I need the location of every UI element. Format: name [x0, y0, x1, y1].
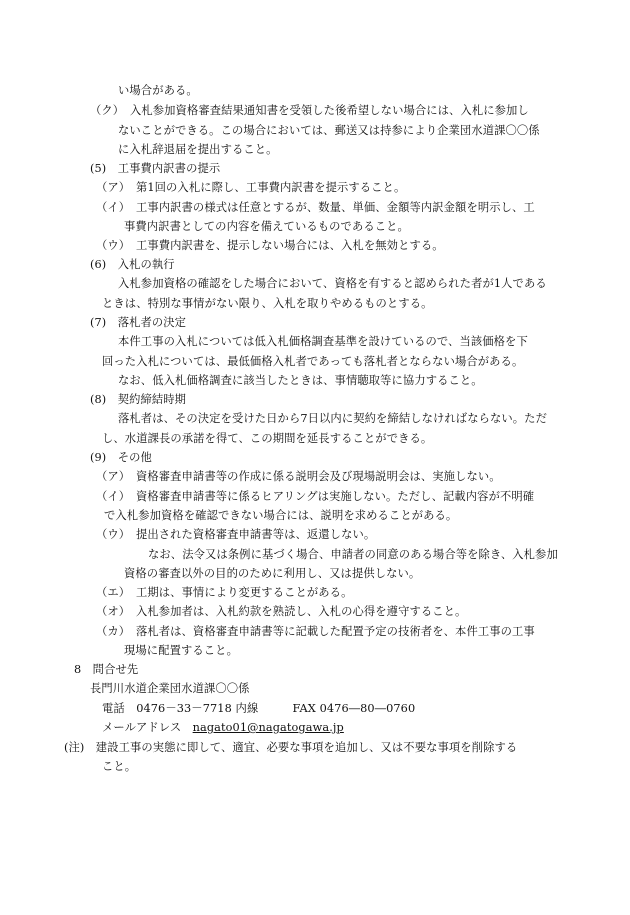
- section-heading: 8 問合せ先: [74, 663, 139, 676]
- text-line: 事費内訳書としての内容を備えているものであること。: [124, 220, 409, 233]
- text-line: （ア） 第1回の入札に際し、工事費内訳書を提示すること。: [96, 181, 406, 194]
- section-heading: (9) その他: [90, 451, 152, 464]
- text-line: （ク） 入札参加資格審査結果通知書を受領した後希望しない場合には、入札に参加し: [90, 104, 529, 117]
- text-line: （イ） 工事内訳書の様式は任意とするが、数量、単価、金額等内訳金額を明示し、工: [96, 201, 535, 214]
- contact-email-row: [102, 720, 344, 735]
- section-heading: (7) 落札者の決定: [90, 316, 187, 329]
- email-link[interactable]: nagato01@nagatogawa.jp: [192, 721, 344, 734]
- section-heading: (5) 工事費内訳書の提示: [90, 162, 221, 175]
- note-line: (注) 建設工事の実態に即して、適宜、必要な事項を追加し、又は不要な事項を削除する: [64, 741, 518, 754]
- text-line: なお、法令又は条例に基づく場合、申請者の同意のある場合等を除き、入札参加: [148, 548, 558, 561]
- text-line: 回った入札については、最低価格入札者であっても落札者とならない場合がある。: [102, 355, 524, 368]
- text-line: 資格の審査以外の目的のために利用し、又は提供しない。: [124, 567, 421, 580]
- note-line: こと。: [102, 760, 137, 773]
- text-line: い場合がある。: [118, 84, 198, 97]
- text-line: なお、低入札価格調査に該当したときは、事情聴取等に協力すること。: [118, 374, 483, 387]
- text-line: で入札参加資格を確認できない場合には、説明を求めることがある。: [104, 509, 458, 522]
- text-line: 入札参加資格の確認をした場合において、資格を有すると認められた者が1人である: [118, 277, 547, 290]
- section-heading: (8) 契約締結時期: [90, 393, 187, 406]
- text-line: （ウ） 工事費内訳書を、提示しない場合には、入札を無効とする。: [96, 239, 444, 252]
- text-line: ないことができる。この場合においては、郵送又は持参により企業団水道課〇〇係: [118, 124, 540, 137]
- text-line: ときは、特別な事情がない限り、入札を取りやめるものとする。: [102, 297, 433, 310]
- text-line: 本件工事の入札については低入札価格調査基準を設けているので、当該価格を下: [118, 335, 528, 348]
- text-line: （オ） 入札参加者は、入札約款を熟読し、入札の心得を遵守すること。: [96, 605, 467, 618]
- text-line: （イ） 資格審査申請書等に係るヒアリングは実施しない。ただし、記載内容が不明確: [96, 490, 535, 503]
- text-line: （エ） 工期は、事情により変更することがある。: [96, 586, 353, 599]
- text-line: 落札者は、その決定を受けた日から7日以内に契約を締結しなければならない。ただ: [118, 412, 547, 425]
- email-label: メールアドレス: [102, 721, 193, 734]
- text-line: （カ） 落札者は、資格審査申請書等に記載した配置予定の技術者を、本件工事の工事: [96, 625, 535, 638]
- text-line: し、水道課長の承諾を得て、この期間を延長することができる。: [102, 432, 433, 445]
- contact-phone-fax: 電話 0476－33－7718 内線 FAX 0476―80―0760: [102, 702, 416, 715]
- section-heading: (6) 入札の執行: [90, 258, 175, 271]
- text-line: （ア） 資格審査申請書等の作成に係る説明会及び現場説明会は、実施しない。: [96, 470, 501, 483]
- text-line: （ウ） 提出された資格審査申請書等は、返還しない。: [96, 528, 376, 541]
- text-line: 現場に配置すること。: [124, 644, 238, 657]
- text-line: に入札辞退届を提出すること。: [118, 143, 278, 156]
- contact-organization: 長門川水道企業団水道課〇〇係: [90, 682, 250, 695]
